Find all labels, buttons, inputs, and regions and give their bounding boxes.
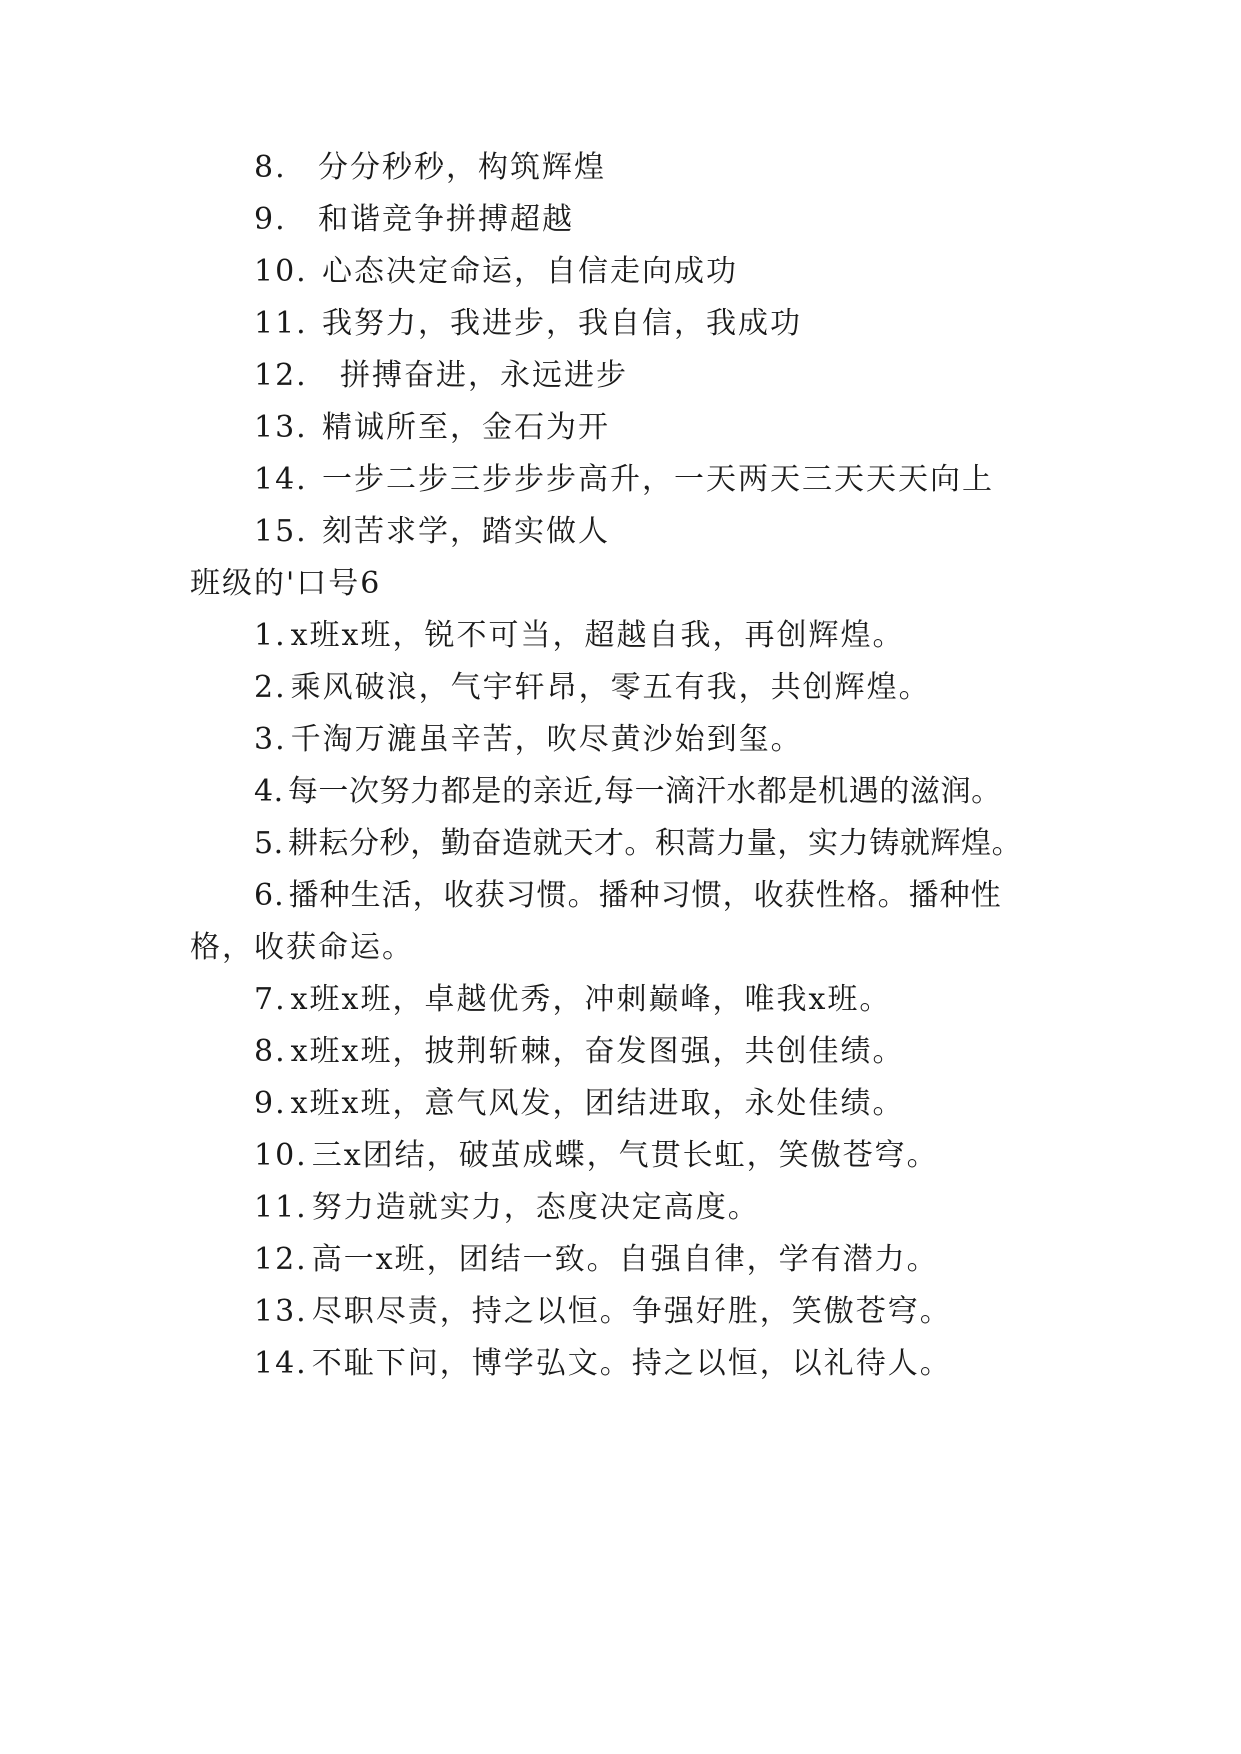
item-text: 格，收获命运。 xyxy=(190,930,414,965)
item-text: x班x班，披荆斩棘，奋发图强，共创佳绩。 xyxy=(290,1034,905,1069)
item-text: x班x班，锐不可当，超越自我，再创辉煌。 xyxy=(290,618,905,653)
item-number: 1. xyxy=(254,618,287,653)
list-item xyxy=(254,1292,952,1332)
item-text: 三x团结，破茧成蝶，气贯长虹，笑傲苍穹。 xyxy=(311,1138,939,1173)
list-item xyxy=(254,824,1022,864)
item-text: 拼搏奋进，永远进步 xyxy=(340,358,628,393)
item-number: 12. xyxy=(254,1242,308,1277)
item-text: 和谐竞争拼搏超越 xyxy=(318,202,574,237)
list-item xyxy=(254,1136,939,1176)
list-item xyxy=(254,200,574,240)
item-text: 精诚所至，金石为开 xyxy=(322,410,610,445)
item-number: 14. xyxy=(254,462,308,497)
item-text: 一步二步三步步步高升，一天两天三天天天向上 xyxy=(322,462,994,497)
list-item xyxy=(254,772,1002,812)
item-text: 尽职尽责，持之以恒。争强好胜，笑傲苍穹。 xyxy=(311,1294,952,1329)
item-number: 13. xyxy=(254,410,308,445)
item-number: 9. xyxy=(254,1086,287,1121)
item-number: 15. xyxy=(254,514,308,549)
item-number: 3. xyxy=(254,722,287,757)
list-item xyxy=(254,252,738,292)
item-number: 10. xyxy=(254,1138,308,1173)
item-text: 千淘万漉虽辛苦，吹尽黄沙始到玺。 xyxy=(290,722,803,757)
item-text: 不耻下问，博学弘文。持之以恒，以礼待人。 xyxy=(311,1346,952,1381)
list-item xyxy=(254,668,931,708)
item-number: 4. xyxy=(254,774,284,809)
list-item xyxy=(254,616,904,656)
item-number: 10. xyxy=(254,254,308,289)
list-item xyxy=(254,304,802,344)
item-text: 我努力，我进步，我自信，我成功 xyxy=(322,306,802,341)
list-item xyxy=(254,1084,904,1124)
item-text: 乘风破浪，气宇轩昂，零五有我，共创辉煌。 xyxy=(290,670,931,705)
list-item xyxy=(254,460,994,500)
item-number: 8. xyxy=(254,150,287,185)
item-number: 12. xyxy=(254,358,308,393)
item-text: 播种生活，收获习惯。播种习惯，收获性格。播种性 xyxy=(288,878,1002,913)
item-number: 14. xyxy=(254,1346,308,1381)
item-number: 7. xyxy=(254,982,287,1017)
item-number: 13. xyxy=(254,1294,308,1329)
list-item xyxy=(254,408,610,448)
item-text: x班x班，卓越优秀，冲刺巅峰，唯我x班。 xyxy=(290,982,892,1017)
item-number: 11. xyxy=(254,306,308,341)
list-item xyxy=(254,1188,760,1228)
item-number: 6. xyxy=(254,878,285,913)
list-item xyxy=(254,1032,904,1072)
list-item xyxy=(254,876,1002,916)
list-item xyxy=(254,512,610,552)
list-item xyxy=(254,1240,939,1280)
list-item xyxy=(254,1344,952,1384)
list-item-continuation xyxy=(190,928,414,968)
item-number: 5. xyxy=(254,826,284,861)
list-item xyxy=(254,980,891,1020)
item-text: 高一x班，团结一致。自强自律，学有潜力。 xyxy=(311,1242,939,1277)
item-number: 11. xyxy=(254,1190,308,1225)
item-text: 分分秒秒，构筑辉煌 xyxy=(318,150,606,185)
item-text: 心态决定命运，自信走向成功 xyxy=(322,254,738,289)
item-text: x班x班，意气风发，团结进取，永处佳绩。 xyxy=(290,1086,905,1121)
item-text: 刻苦求学，踏实做人 xyxy=(322,514,610,549)
item-number: 9. xyxy=(254,202,287,237)
list-item xyxy=(254,356,628,396)
section-heading: 班级的'口号6 xyxy=(190,566,382,601)
list-item xyxy=(254,720,803,760)
item-text: 每一次努力都是的亲近,每一滴汗水都是机遇的滋润。 xyxy=(287,774,1002,809)
item-text: 耕耘分秒，勤奋造就天才。积蒿力量，实力铸就辉煌。 xyxy=(287,826,1023,861)
item-number: 8. xyxy=(254,1034,287,1069)
item-text: 努力造就实力，态度决定高度。 xyxy=(311,1190,760,1225)
item-number: 2. xyxy=(254,670,287,705)
list-item xyxy=(254,148,606,188)
